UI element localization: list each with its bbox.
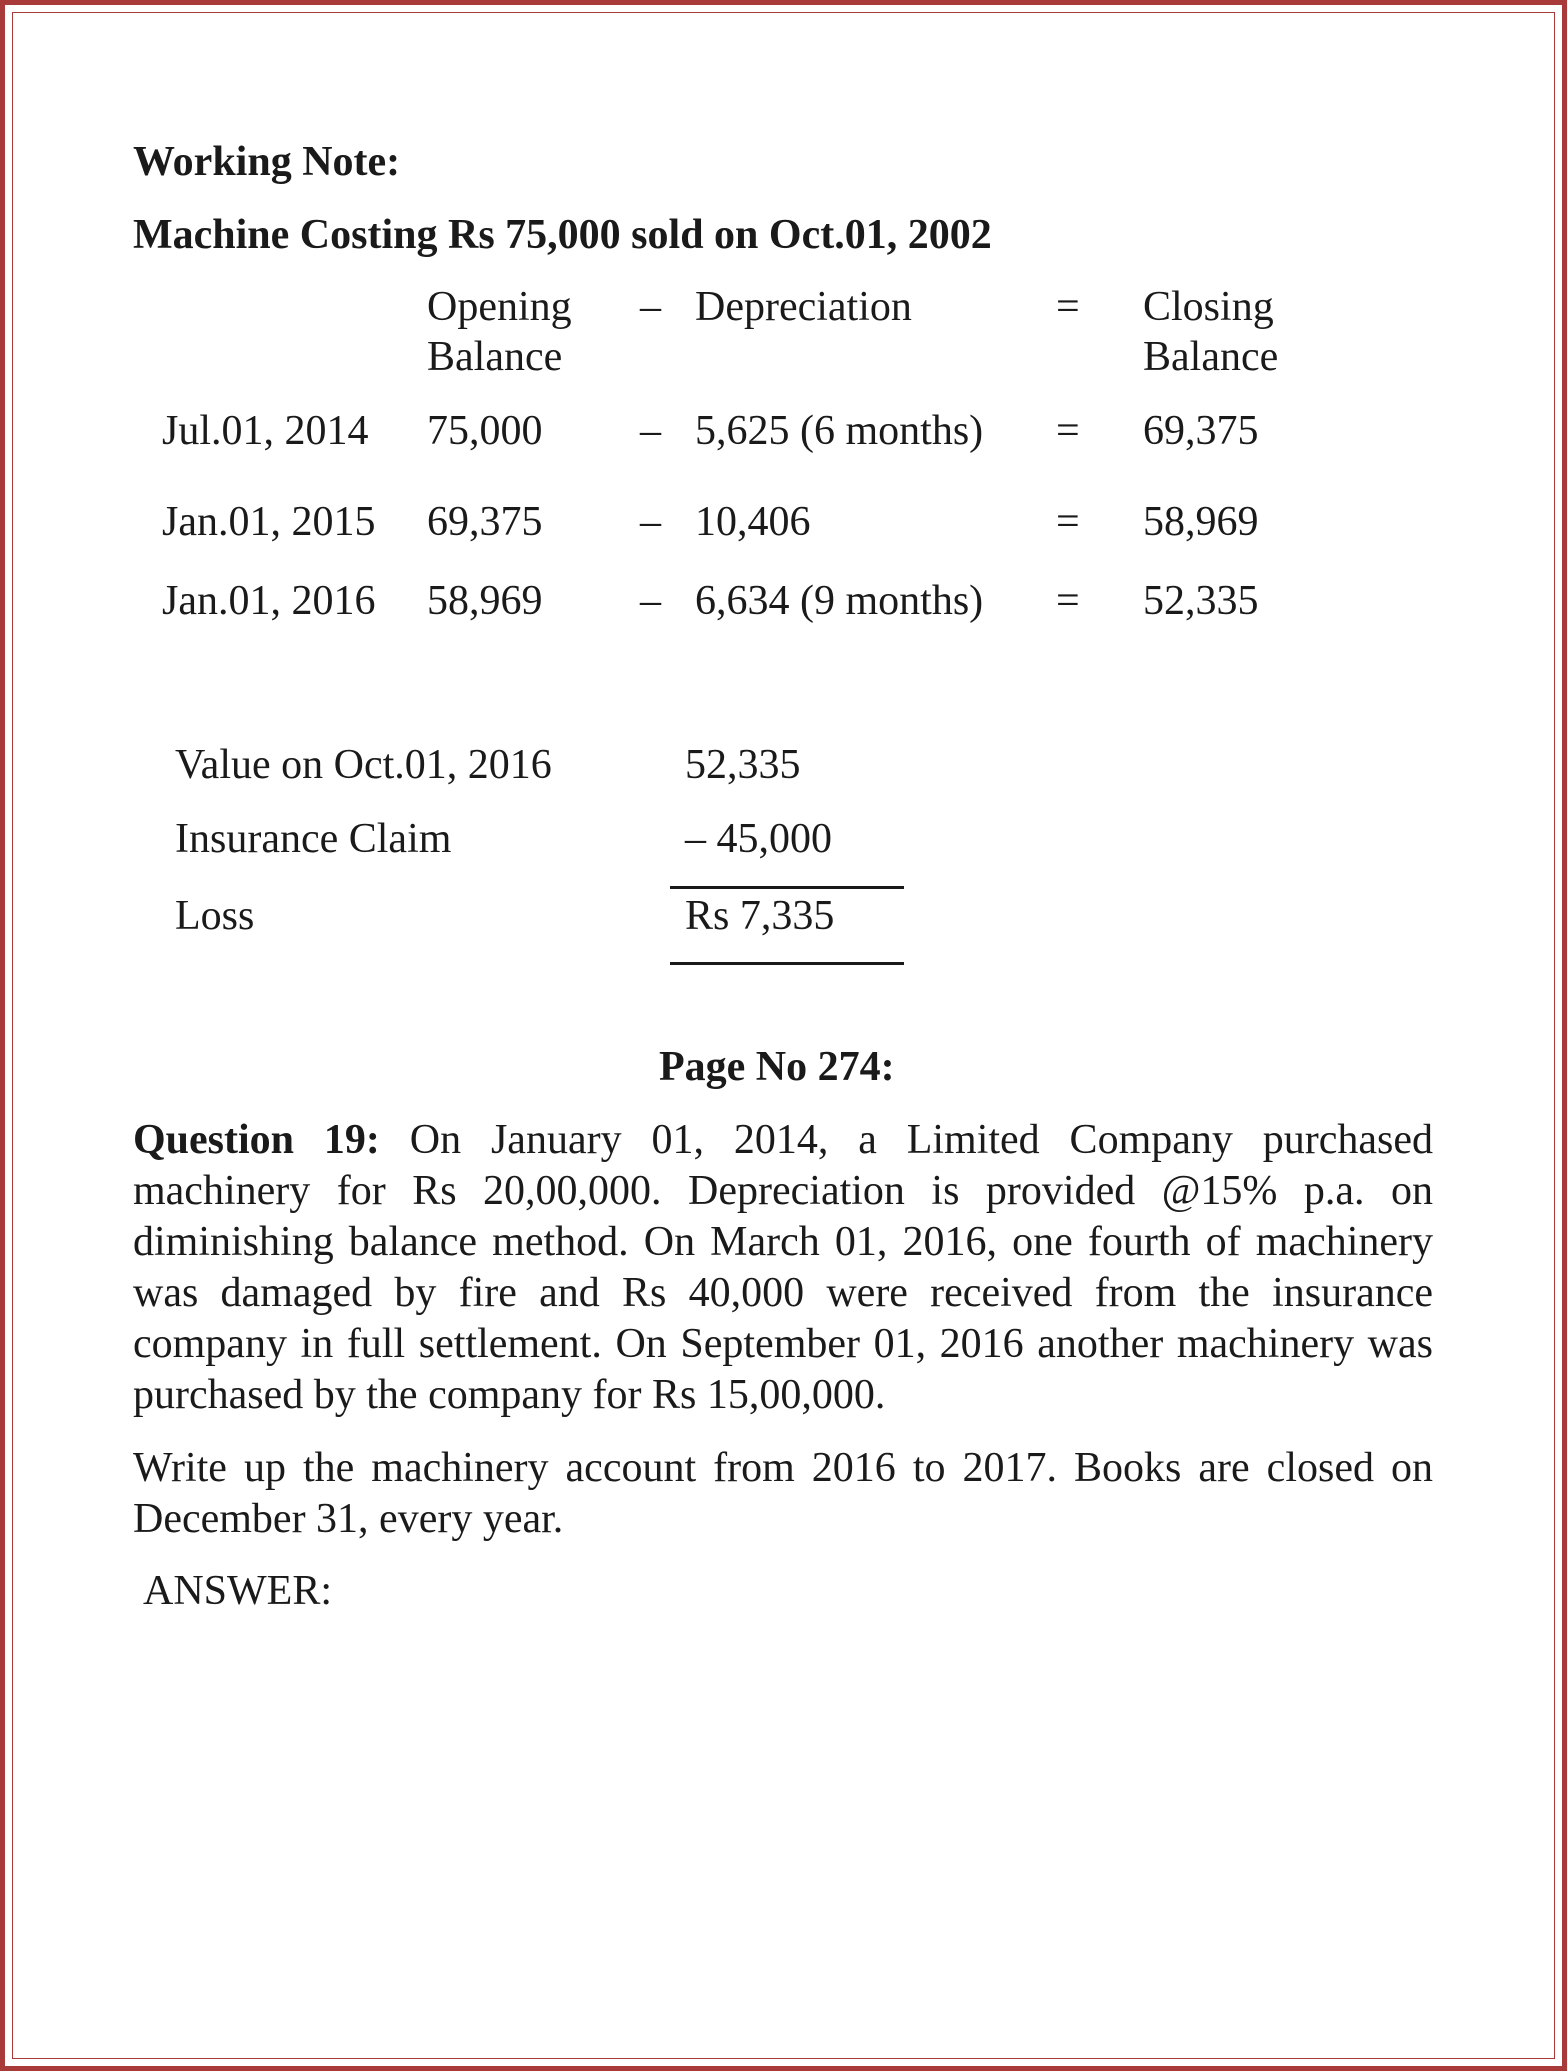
row-date: Jul.01, 2014: [162, 408, 369, 454]
row-minus: –: [640, 578, 661, 624]
row-minus: –: [640, 499, 661, 545]
row-equals: =: [1056, 408, 1080, 454]
row-date: Jan.01, 2015: [162, 499, 376, 545]
header-minus: –: [640, 284, 661, 330]
header-closing-line2: Balance: [1143, 334, 1279, 380]
summary-value: Rs 7,335: [685, 893, 835, 939]
row-depreciation: 6,634 (9 months): [695, 578, 984, 624]
header-closing-line1: Closing: [1143, 284, 1274, 330]
row-minus: –: [640, 408, 661, 454]
row-depreciation: 5,625 (6 months): [695, 408, 984, 454]
row-closing: 52,335: [1143, 578, 1259, 624]
summary-label: Value on Oct.01, 2016: [175, 742, 552, 788]
row-closing: 58,969: [1143, 499, 1259, 545]
question-instruction: Write up the machinery account from 2016 to 2017. Books are closed on December 31, every year.: [133, 1445, 1433, 1542]
header-opening-line2: Balance: [427, 334, 563, 380]
working-note-heading: Working Note:: [133, 139, 401, 185]
question-label: Question 19:: [133, 1117, 380, 1163]
row-equals: =: [1056, 499, 1080, 545]
row-opening: 75,000: [427, 408, 543, 454]
question-paragraph: [133, 1115, 1433, 1421]
row-opening: 58,969: [427, 578, 543, 624]
summary-value: 52,335: [685, 742, 801, 788]
header-opening-line1: Opening: [427, 284, 572, 330]
subtotal-rule: [670, 886, 904, 889]
row-depreciation: 10,406: [695, 499, 811, 545]
answer-label: ANSWER:: [143, 1568, 332, 1614]
row-closing: 69,375: [1143, 408, 1259, 454]
header-equals: =: [1056, 284, 1080, 330]
header-depreciation: Depreciation: [695, 284, 912, 330]
row-opening: 69,375: [427, 499, 543, 545]
page-number: Page No 274:: [659, 1044, 895, 1090]
summary-label: Loss: [175, 893, 255, 939]
working-note-subheading: Machine Costing Rs 75,000 sold on Oct.01, 2002: [133, 212, 992, 258]
total-rule: [670, 962, 904, 965]
row-date: Jan.01, 2016: [162, 578, 376, 624]
summary-value: – 45,000: [685, 816, 832, 862]
question-text: On January 01, 2014, a Limited Company purchased machinery for Rs 20,00,000. Depreciation is provided @15% p.a. on diminishing balance method. On March 01, 2016, one fourth of machinery was damaged by fire and Rs 40,000 were received from the insurance company in full settlement. On September 01, 2016 another machinery was purchased by the company for Rs 15,00,000.: [133, 1117, 1434, 1418]
row-equals: =: [1056, 578, 1080, 624]
summary-label: Insurance Claim: [175, 816, 452, 862]
